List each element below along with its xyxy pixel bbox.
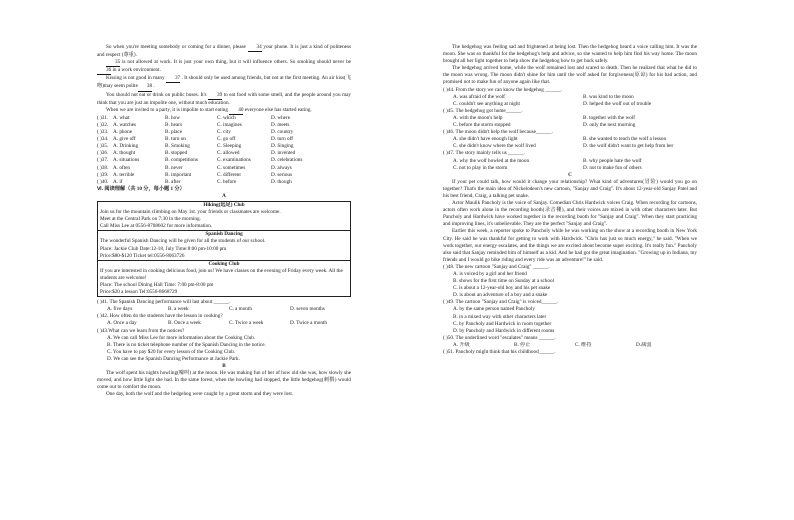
- notice-line: Price:$80-$120 Ticket tel:0556-8063726: [100, 252, 185, 259]
- question-stem: ( )41. The Spanish Dancing performance will last about ______.: [97, 299, 231, 306]
- answer-option: B. in a mixed way with other characters later: [453, 313, 547, 320]
- blank-number: 34: [248, 44, 262, 52]
- cloze-option: A. give off: [113, 136, 136, 143]
- question-stem: ( )44. From the story we can know the hedgehog ______.: [443, 86, 563, 93]
- cloze-option: C. examinations: [217, 157, 251, 164]
- passage-paragraph: If your pet could talk, how would it change your relationship? What kind of adventures(冒险) would you go on together? That's the main idea of Nickelodeon's new cartoon, "Sanjay and Craig". It's about 12-year-old Sanjay Patel and his best friend, Craig, a talking pet snake.: [443, 178, 697, 199]
- answer-option: D. is about an adventure of a boy and a snake: [453, 292, 548, 299]
- option-row: [443, 165, 697, 172]
- cloze-option: C. different: [217, 171, 241, 178]
- cloze-option-row: [97, 136, 351, 143]
- paragraph-text: . It should only be used among friends, but not at the first meeting. An air kiss(飞吻)may seem polite: [97, 75, 351, 90]
- answer-option: B. why people hate the wolf: [583, 157, 642, 164]
- question-stem: ( )46. The moon didn't help the wolf because______.: [443, 129, 553, 136]
- cloze-option: D. serious: [271, 171, 293, 178]
- answer-option: A. with the moon's help: [453, 114, 503, 121]
- answer-option: C. before the storm stopped: [453, 122, 511, 129]
- cloze-number: ( )34.: [97, 136, 109, 143]
- cloze-option-row: [97, 122, 351, 129]
- questions-b: [443, 87, 697, 172]
- answer-option: C. 维持: [575, 341, 592, 348]
- passage-b-start: [97, 370, 351, 398]
- paragraph-text: When we are invited to a party, it is impolite to start eating: [106, 106, 230, 113]
- cloze-option: C. city: [217, 129, 231, 136]
- answer-option: A. Once a day: [107, 320, 137, 327]
- question-stem: ( )51. Pancholy might think that his childhood______.: [443, 349, 556, 356]
- passage-paragraph: The wolf spent his nights howling(嚎叫) at the moon. He was making fun of her of how old she was, how slowly she moved, and how little light she had. In the same forest, when the howling had stopped, the little hedgehog(刺猬) would come out to comfort the moon.: [97, 370, 351, 391]
- cloze-option: A. if: [113, 178, 123, 185]
- option-row: [97, 306, 351, 313]
- answer-option: C. couldn't see anything at night: [453, 100, 520, 107]
- cloze-option: A. Drinking: [113, 143, 139, 150]
- option-row: [443, 115, 697, 122]
- option-row: [443, 122, 697, 129]
- cloze-option: D. though: [271, 178, 292, 185]
- answer-option: D. the wolf didn't want to get help from her: [583, 143, 674, 150]
- section-title: Ⅵ. 阅读理解（共 10 分，每小题 1 分）: [97, 185, 185, 192]
- blank-number: 39: [208, 92, 222, 100]
- cloze-option-row: [97, 165, 351, 172]
- answer-option: D. We can see the Spanish Dancing Performance at Jackie Park.: [107, 355, 240, 362]
- question-stem: ( )49. The cartoon "Sanjay and Craig" is voiced______.: [443, 299, 559, 306]
- cloze-option: C. sometimes: [217, 164, 246, 171]
- cloze-option: A. situations: [113, 157, 140, 164]
- option-row: [443, 94, 697, 101]
- notice-title: Hiking(远足) Club: [203, 201, 245, 208]
- notice-line: Meet at the Central Park on 7:30 in the morning.: [100, 216, 201, 223]
- cloze-option: C. imagines: [217, 121, 242, 128]
- cloze-option: B. competitions: [165, 157, 198, 164]
- cloze-option: B. hears: [165, 121, 182, 128]
- cloze-option: C. which: [217, 114, 236, 121]
- option-row: [97, 320, 351, 327]
- cloze-number: ( )32.: [97, 121, 109, 128]
- answer-option: D. Twice a month: [290, 320, 327, 327]
- paragraph-text: your phone. It is just a kind of politeness and respect (尊重).: [97, 44, 351, 59]
- cloze-option: B. important: [165, 171, 192, 178]
- answer-option: D.减弱: [636, 341, 652, 348]
- cloze-option: A. watches: [113, 121, 137, 128]
- question-stem: ( )48. The new cartoon "Sanjay and Craig" ______.: [443, 263, 550, 270]
- cloze-option-row: [97, 157, 351, 164]
- right-column: [443, 44, 697, 356]
- cloze-option: C. go off: [217, 136, 236, 143]
- cloze-number: ( )40.: [97, 178, 109, 185]
- cloze-option-row: [97, 115, 351, 122]
- cloze-option: C. before: [217, 178, 237, 185]
- answer-option: C. a month: [229, 306, 252, 313]
- answer-option: A. by the same person named Pancholy: [453, 306, 535, 313]
- notice-line: If you are interested in cooking delicious food, join us! We have classes on the evening of Friday every week. All the students are welcome!: [100, 267, 343, 281]
- blank-number: 40: [229, 107, 243, 115]
- notice-line: The wonderful Spanish Dancing will be given for all the students of our school.: [100, 238, 266, 245]
- answer-option: B. she wanted to teach the wolf a lesson: [583, 136, 667, 143]
- cloze-number: ( )38.: [97, 164, 109, 171]
- passage-label-b: B: [222, 363, 226, 370]
- cloze-option: B. turn on: [165, 136, 186, 143]
- paragraph-text: So when you're meeting somebody or coming for a dinner, please: [106, 44, 248, 50]
- questions-a: [97, 299, 351, 363]
- passage-paragraph: [97, 107, 351, 115]
- answer-option: C. she didn't know where the wolf lived: [453, 143, 536, 150]
- question-stem: ( )42. How often do the students have the lesson in cooking?: [97, 313, 223, 320]
- cloze-option: B. stopped: [165, 150, 188, 157]
- notice-box: [98, 261, 350, 296]
- answer-option: A. why the wolf howled at the moon: [453, 157, 530, 164]
- cloze-number: ( )35.: [97, 143, 109, 150]
- cloze-options: [97, 115, 351, 186]
- notice-box: [98, 202, 350, 231]
- cloze-option-row: [97, 172, 351, 179]
- questions-c: [443, 264, 697, 356]
- question-stem: ( )45. The hedgehog got home______.: [443, 107, 523, 114]
- cloze-option: A. often: [113, 164, 130, 171]
- option-row: [443, 143, 697, 150]
- answer-option: D. by Pancholy and Hardwick in different rooms: [453, 327, 555, 334]
- question-stem: ( )47. The story mainly tells us ______.: [443, 150, 525, 157]
- answer-option: C. by Pancholy and Hardwick in room together: [453, 320, 552, 327]
- cloze-option: D. meets: [271, 121, 290, 128]
- answer-option: D. seven months: [290, 306, 325, 313]
- passage-b-continued: [443, 44, 697, 87]
- answer-option: B. together with the wolf: [583, 114, 636, 121]
- option-row: [443, 158, 697, 165]
- option-row: [443, 342, 697, 349]
- cloze-number: ( )31.: [97, 114, 109, 121]
- answer-option: A. 升级: [453, 341, 470, 348]
- notice-line: Call Miss Lee at 0556-8708602 for more information.: [100, 223, 213, 230]
- blank-number: 35: [106, 59, 120, 67]
- answer-option: A. is voiced by a girl and her friend: [453, 271, 527, 277]
- cloze-option: A. thought: [113, 150, 136, 157]
- cloze-option: D. always: [271, 164, 292, 171]
- notice-line: Price:$20 a lesson Tel:0556-8668729: [100, 289, 178, 296]
- answer-option: C. is about a 12-year-old boy and his pet snake: [453, 285, 551, 292]
- passage-paragraph: [97, 59, 351, 75]
- cloze-option: B. how: [165, 114, 180, 121]
- passage-paragraph: One day, both the wolf and the hedgehog were caught by a great storm and they were lost.: [106, 391, 294, 398]
- paragraph-text: You should not eat or drink on public buses. It's: [106, 91, 209, 98]
- option-row: [443, 136, 697, 143]
- left-column: [97, 44, 351, 399]
- answer-option: D. only the next morning: [583, 122, 636, 129]
- answer-option: B. a week: [168, 306, 189, 313]
- notice-box: [98, 231, 350, 260]
- notice-boxes: [97, 201, 351, 297]
- answer-option: C. not to play in the storm: [453, 164, 508, 171]
- answer-option: A. she didn't have enough light: [453, 136, 518, 143]
- answer-option: A. We can call Miss Lee for more information about the Cooking Club.: [107, 334, 256, 341]
- cloze-number: ( )36.: [97, 150, 109, 157]
- notice-line: Join us for the mountain climbing on May 1st. your friends or classmates are welcome.: [100, 209, 281, 216]
- cloze-option: D. invented: [271, 150, 296, 157]
- answer-option: B. 停止: [514, 341, 531, 348]
- cloze-number: ( )33.: [97, 129, 109, 136]
- answer-option: C. You have to pay $20 for every lesson of the Cooking Club.: [107, 348, 236, 355]
- cloze-option: D. celebrations: [271, 157, 303, 164]
- answer-option: D. helped the wolf out of trouble: [583, 100, 652, 107]
- question-stem: ( )43.What can we learn from the notices?: [97, 327, 185, 334]
- blank-number: 37: [166, 75, 180, 83]
- cloze-option: D. turn off: [271, 136, 293, 143]
- option-row: [443, 101, 697, 108]
- cloze-option: B. place: [165, 129, 182, 136]
- cloze-option: A. what: [113, 114, 130, 121]
- cloze-option-row: [97, 179, 351, 186]
- notice-title: Spanish Dancing: [205, 231, 243, 238]
- answer-option: B. Once a week: [168, 320, 201, 327]
- cloze-option-row: [97, 129, 351, 136]
- cloze-option: A. phone: [113, 129, 133, 136]
- passage-paragraph: The hedgehog was feeling sad and frightened at being lost. Then the hedgehog heard a voice calling him. It was the moon. She was so thankful for the hedgehog's help and advice, so she wanted to help him find his way home. The moon brought all her light together to help show the hedgehog how to get back safely.: [443, 44, 697, 65]
- notice-line: Place: Jackie Club Date:12-18, July Time:8:00 pm-10:00 pm: [100, 245, 227, 252]
- cloze-option: B. after: [165, 178, 181, 185]
- answer-option: B. There is no ticket telephone number of the Spanish Dancing in the notice.: [107, 341, 266, 348]
- cloze-number: ( )37.: [97, 157, 109, 164]
- answer-option: C. Twice a week: [229, 320, 264, 327]
- passage-paragraph: Actor Maulik Pancholy is the voice of Sanjay. Comedian Chris Hardwick voices Craig. When recording for cartoons, actors often work alone in the recording booth(录音棚), and their voices are mixed in with other characters later. But Pancholy and Hardwick have worked together in the recording booth for "Sanjay and Craig". When they start practicing and improving lines, it's unbelievable. They are the perfect "Sanjay and Craig".: [443, 200, 697, 228]
- passage-paragraph: Earlier this week, a reporter spoke to Pancholy while he was working on the show at a recording booth in New York City. He said he was thankful for getting to work with Hardwick. "Chris has just so much energy," he said. "When we work together, our energy escalates, and the things we are excited about become super exciting. It's really fun." Pancholy also said that Sanjay reminded him of himself as a kid. And he had got the great imagination. "Growing up in Indiana, my friends and I would go bike riding and every ride was an adventure!" he said.: [443, 228, 697, 263]
- cloze-option: C. allowed: [217, 150, 240, 157]
- cloze-passage: [97, 44, 351, 115]
- cloze-option: A. terrible: [113, 171, 135, 178]
- passage-paragraph: [97, 44, 351, 59]
- cloze-option-row: [97, 143, 351, 150]
- cloze-number: ( )39.: [97, 171, 109, 178]
- answer-option: D. not to make fun of others: [583, 164, 642, 171]
- cloze-option: B. Smoking: [165, 143, 190, 150]
- cloze-option: D. where: [271, 114, 291, 121]
- blank-number: 36: [97, 67, 111, 75]
- question-stem: ( )50. The underlined word "escalates" means ______.: [443, 334, 556, 341]
- cloze-option-row: [97, 150, 351, 157]
- paragraph-text: everyone else has started eating.: [243, 106, 312, 113]
- notice-line: Place: The school Dining Hall Time: 7:00 pm-8:00 pm: [100, 282, 214, 288]
- paragraph-text: is not allowed at work. It is just your own thing, but it will influence others. So smoking should never be: [120, 59, 351, 66]
- passage-label-a: A: [222, 192, 226, 199]
- cloze-option: D. country: [271, 129, 294, 136]
- cloze-option: D. Singing: [271, 143, 294, 150]
- passage-paragraph: [97, 75, 351, 91]
- paragraph-text: Kissing is not good in many: [106, 75, 166, 82]
- notice-title: Cooking Club: [208, 260, 240, 267]
- answer-option: A. was afraid of the wolf: [453, 93, 505, 100]
- cloze-option: B. never: [165, 164, 183, 171]
- passage-paragraph: The hedgehog arrived home, while the wolf remained lost and scared to death. Then he realized that what he did to the moon was wrong. The moon didn't shine for him until the wolf asked for forgiveness(原谅) for his bad action, and promised not to make fun of anyone again like that.: [443, 65, 697, 86]
- blank-number: 38: [138, 83, 152, 91]
- answer-option: B. shows for the first time on Sunday at a school: [453, 278, 554, 285]
- paragraph-text: .: [152, 83, 155, 90]
- passage-paragraph: [97, 92, 351, 107]
- answer-option: B. was kind to the moon: [583, 93, 634, 100]
- passage-c: [443, 179, 697, 264]
- cloze-option: C. Sleeping: [217, 143, 242, 150]
- answer-option: A. five days: [107, 306, 133, 313]
- passage-label-c: C: [568, 171, 572, 178]
- paragraph-text: to eat food with some smell, and the people around you may think that you are just an impolite one, without much education.: [97, 91, 351, 106]
- paragraph-text: in a work environment.: [111, 67, 161, 74]
